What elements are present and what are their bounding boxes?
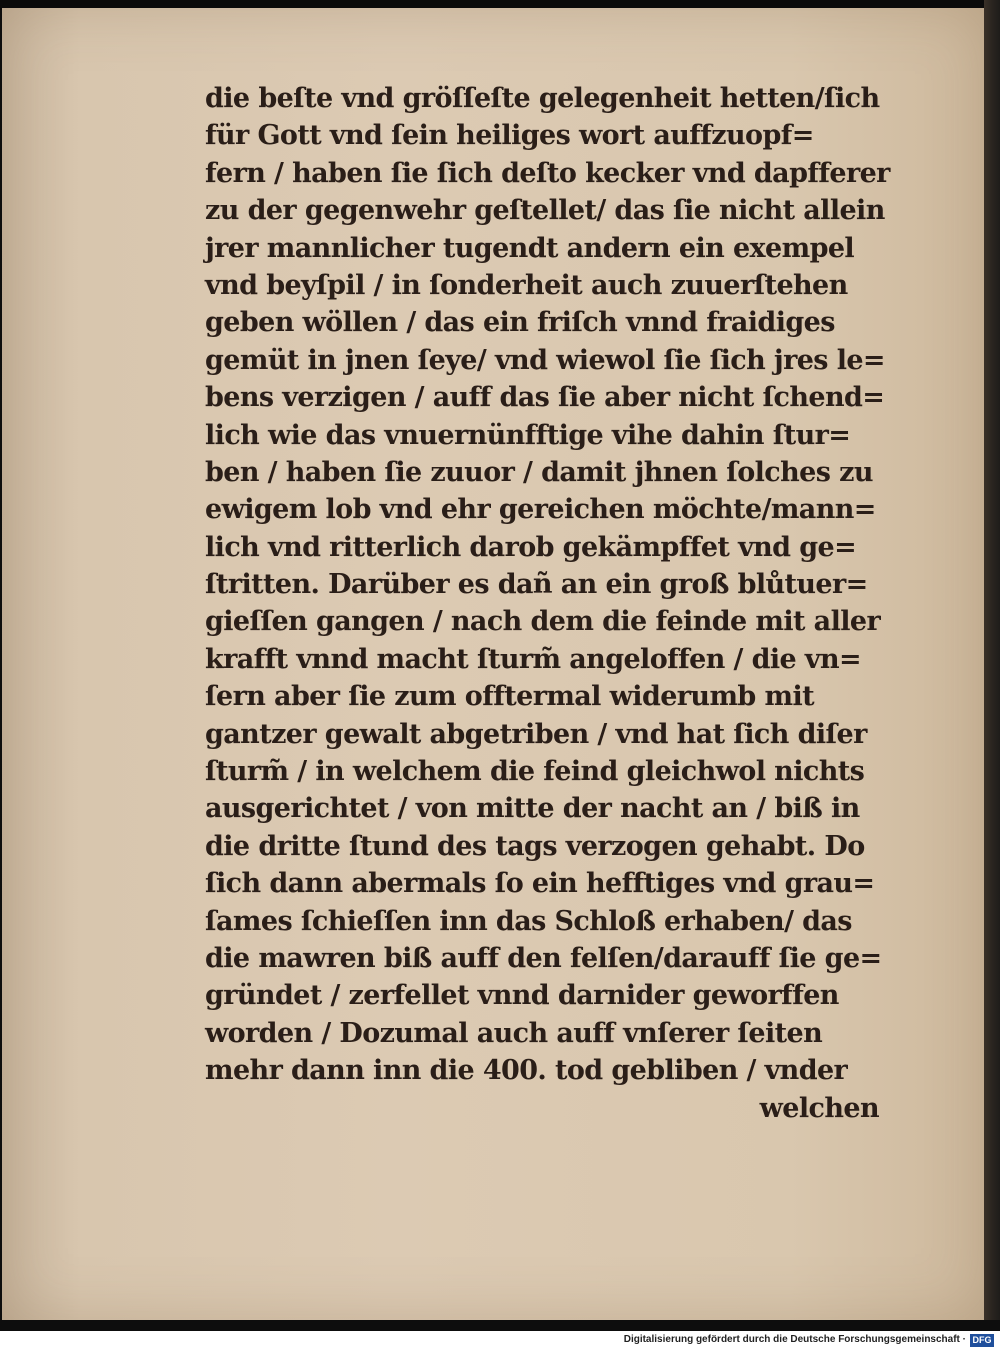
text-line-14: ſtritten. Darüber es dañ an ein groß blůtuer= — [205, 569, 868, 601]
text-line-10: lich wie das vnuernünfftige vihe dahin ſtur= — [205, 419, 851, 451]
page-text-block — [205, 80, 895, 1127]
text-line-16: krafft vnnd macht ſturm̃ angeloffen / die vn= — [205, 643, 862, 675]
text-line-24: die mawren biß auff den felſen/darauff ſie ge= — [205, 942, 882, 974]
funding-credit: Digitalisierung gefördert durch die Deutsche Forschungsgemeinschaft · — [623, 1334, 966, 1345]
text-line-6: vnd beyſpil / in ſonderheit auch zuuerſtehen — [205, 269, 848, 301]
text-line-13: lich vnd ritterlich darob gekämpffet vnd ge= — [205, 531, 857, 563]
dfg-logo: DFG — [970, 1334, 994, 1347]
catchword: welchen — [759, 1092, 879, 1124]
text-line-17: ſern aber ſie zum offtermal widerumb mit — [205, 681, 814, 713]
text-line-15: gieſſen gangen / nach dem die feinde mit aller — [205, 606, 881, 638]
text-line-20: ausgerichtet / von mitte der nacht an / biß in — [205, 793, 860, 825]
text-line-26: worden / Dozumal auch auff vnſerer ſeiten — [205, 1017, 823, 1049]
text-line-11: ben / haben ſie zuuor / damit jhnen ſolches zu — [205, 456, 873, 488]
text-line-12: ewigem lob vnd ehr gereichen möchte/mann= — [205, 494, 876, 526]
text-line-27: mehr dann inn die 400. tod gebliben / vnder — [205, 1055, 848, 1087]
text-line-8: gemüt in jnen ſeye/ vnd wiewol ſie ſich jres le= — [205, 344, 885, 376]
text-line-4: zu der gegenwehr geſtellet/ das ſie nicht allein — [205, 195, 885, 227]
text-line-1: die beſte vnd gröſſeſte gelegenheit hetten/ſich — [205, 83, 880, 114]
text-line-9: bens verzigen / auff das ſie aber nicht ſchend= — [205, 382, 885, 414]
text-line-5: jrer mannlicher tugendt andern ein exempel — [205, 232, 855, 264]
text-line-21: die dritte ſtund des tags verzogen gehabt. Do — [205, 830, 865, 862]
footer-bar — [0, 1331, 1000, 1351]
text-line-3: fern / haben ſie ſich deſto kecker vnd dapfferer — [205, 157, 890, 189]
text-line-2: für Gott vnd ſein heiliges wort auffzuopf= — [205, 120, 814, 152]
book-page — [2, 8, 987, 1320]
book-binding-edge — [984, 0, 1000, 1320]
text-line-23: ſames ſchieſſen inn das Schloß erhaben/ das — [205, 905, 852, 937]
text-line-22: ſich dann abermals ſo ein hefftiges vnd grau= — [205, 868, 875, 900]
text-line-18: gantzer gewalt abgetriben / vnd hat ſich diſer — [205, 718, 867, 750]
text-line-25: gründet / zerfellet vnnd darnider geworffen — [205, 980, 839, 1012]
text-line-19: ſturm̃ / in welchem die feind gleichwol nichts — [205, 756, 865, 788]
text-line-7: geben wöllen / das ein friſch vnnd fraidiges — [205, 307, 835, 339]
